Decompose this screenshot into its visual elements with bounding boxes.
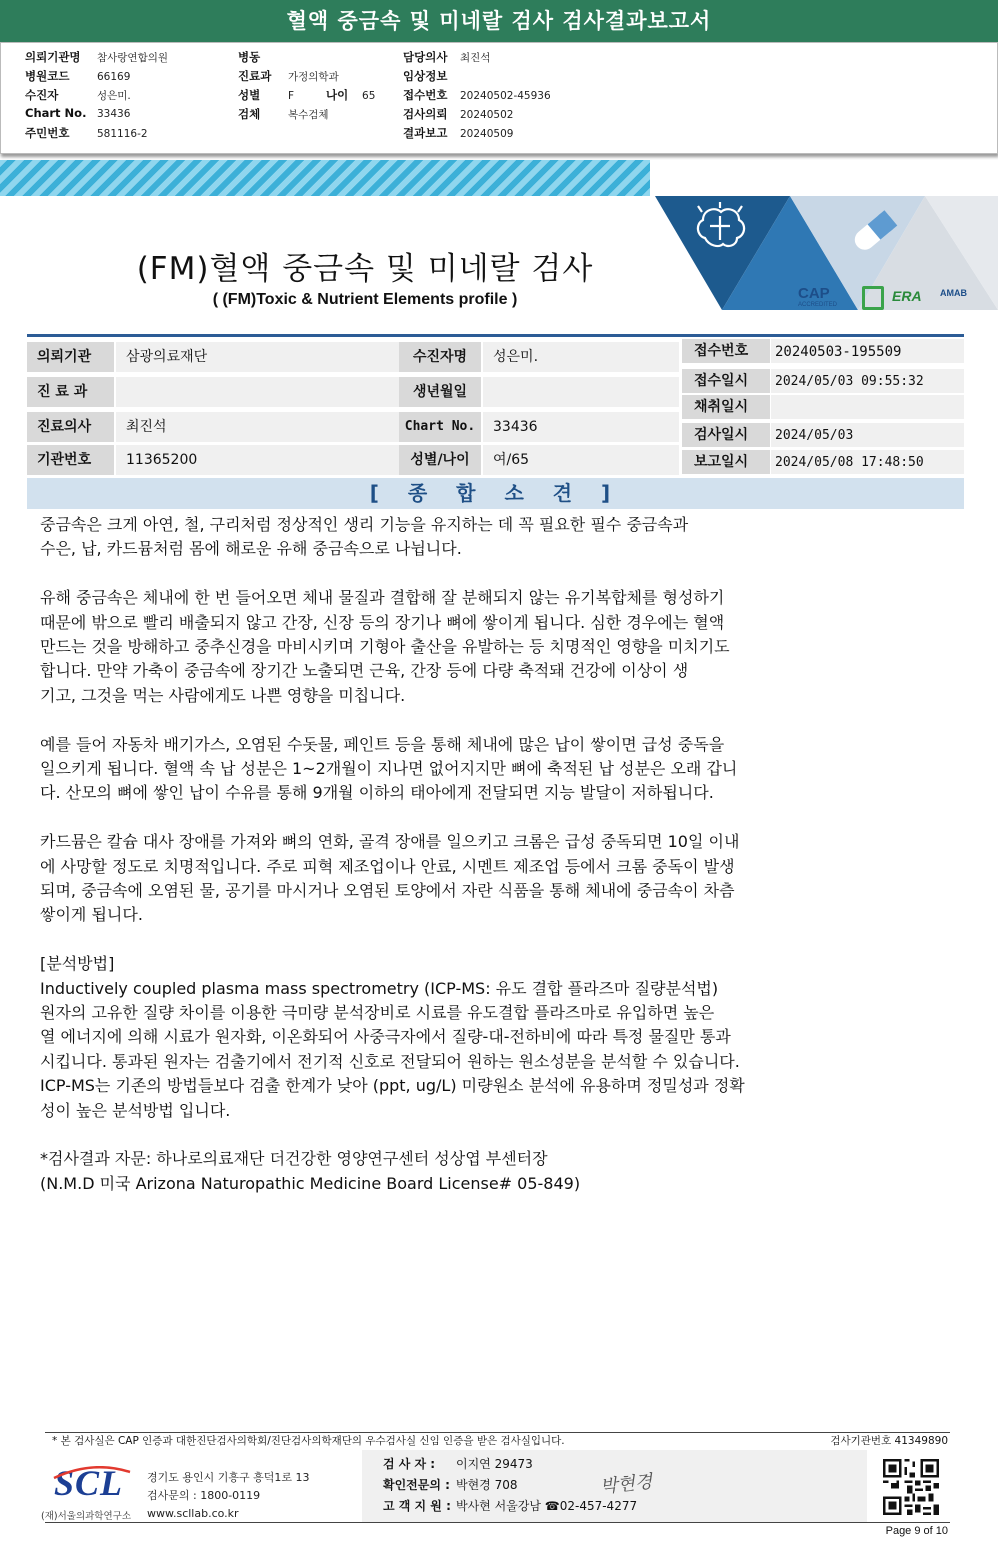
label-sex-age: 성별/나이 [399,445,481,475]
info-key: 수진자 [25,88,59,102]
era-logo: ERA [892,288,922,304]
value-department [116,377,399,407]
col1-row [25,49,168,68]
label-org-no: 기관번호 [27,445,114,475]
lm-logo [862,286,884,310]
value-sex-age: 여/65 [483,445,679,475]
info-value: 성은미. [97,90,131,102]
value-receipt-no: 20240503-195509 [771,339,964,363]
value-report-time: 2024/05/08 17:48:50 [771,450,964,474]
col1-row [25,87,168,106]
scl-swoosh-icon [52,1466,132,1480]
info-key: 임상정보 [403,69,448,83]
paragraph-advisor: *검사결과 자문: 하나로의료재단 더건강한 영양연구센터 성상엽 부센터장 (N.M.D 미국 Arizona Naturopathic Medicine Board License# 05-849) [40,1149,581,1193]
footer-accreditation-note: * 본 검사실은 CAP 인증과 대한진단검사의학회/진단검사의학재단의 우수검사실 신임 인증을 받은 검사실입니다. [52,1435,565,1447]
report-title: 혈액 중금속 및 미네랄 검사 검사결과보고서 [0,0,998,42]
scl-web[interactable]: www.scllab.co.kr [147,1507,239,1520]
info-key: 성별 [238,88,261,102]
info-value: 참사랑연합의원 [97,52,169,64]
info-key: 의뢰기관명 [25,50,81,64]
scl-address: 경기도 용인시 기흥구 흥덕1로 13 [147,1471,310,1484]
col3-row [403,125,551,144]
staff-list [383,1454,637,1517]
info-value: 20240502-45936 [460,90,551,102]
paragraph-method: [분석방법] Inductively coupled plasma mass spectrometry (ICP-MS: 유도 결합 플라즈마 질량분석법) 원자의 고유한 질량 차이를 이용한 극미량 분석장비로 시료를 유도결합 플라즈마로 유입하면 높은 열 에너지에 의해 시료가 원자화, 이온화되어 사중극자에서 질량-대-전하비에 따라 특정 물질만 통과 시킵니다. 통과된 원자는 검출기에서 전기적 신호로 전달되어 원하는 원소성분을 분석할 수 있습니다. ICP-MS는 기존의 방법들보다 검출 한계가 낮아 (ppt, ug/L) 미량원소 분석에 유용하며 정밀성과 정확 성이 높은 분석방법 입니다. [40,954,745,1120]
footer-divider [45,1432,950,1433]
col1-row [25,106,168,125]
info-key-age: 나이 [326,88,349,102]
summary-heading: [ 종 합 소 견 ] [27,478,964,509]
col2-row [238,49,375,68]
info-value: 33436 [97,108,131,120]
info-key: 병동 [238,50,261,64]
info-key: 병원코드 [25,69,70,83]
info-key: 진료과 [238,69,272,83]
col3-row [403,68,551,87]
info-value: 20240502 [460,109,514,121]
label-chart-no: Chart No. [399,412,481,442]
col3-row [403,49,551,68]
scl-org-name: (재)서울의과학연구소 [41,1511,132,1522]
label-patient-name: 수진자명 [399,342,481,372]
request-info-col3 [403,49,551,144]
label-requesting-org: 의뢰기관 [27,342,114,372]
info-key: Chart No. [25,106,87,120]
request-info-col1 [25,49,168,144]
col3-row [403,106,551,125]
value-test-time: 2024/05/03 [771,423,964,447]
value-physician: 최진석 [116,412,399,442]
value-org-no: 11365200 [116,445,399,475]
staff-customer-support: 고 객 지 원 : 박사현 서울강남 ☎02-457-4277 [383,1499,638,1513]
page-number: Page 9 of 10 [885,1525,948,1537]
info-value: 20240509 [460,128,514,140]
info-value: 581116-2 [97,128,148,140]
value-chart-no: 33436 [483,412,679,442]
label-report-time: 보고일시 [682,450,770,474]
info-key: 검체 [238,107,261,121]
scl-address-block [147,1469,310,1523]
col1-row [25,68,168,87]
label-birth-date: 생년월일 [399,377,481,407]
value-receipt-time: 2024/05/03 09:55:32 [771,369,964,393]
doctor-signature: 박현경 [599,1471,654,1498]
summary-body [40,513,920,1196]
paragraph-cadmium-chromium: 카드뮴은 칼슘 대사 장애를 가져와 뼈의 연화, 골격 장애를 일으키고 크롬은 급성 중독되면 10일 이내 에 사망할 정도로 치명적입니다. 주로 피혁 제조업이나 안료, 시멘트 제조업 등에서 크롬 중독이 발생 되며, 중금속에 오염된 물, 공기를 마시거나 오염된 토양에서 자란 식품을 통해 체내에 중금속이 차츰 쌓이게 됩니다. [40,832,740,925]
info-value: 가정의학과 [288,71,339,83]
info-value: F [288,90,295,102]
cap-logo: CAP ACCREDITED [798,285,838,308]
request-info-panel [0,42,998,154]
value-patient-name: 성은미. [483,342,679,372]
info-value-age: 65 [362,90,376,102]
request-info-col2 [238,49,375,125]
info-key: 접수번호 [403,88,448,102]
info-key: 검사의뢰 [403,107,448,121]
col2-row [238,68,375,87]
qr-code-icon [883,1459,939,1515]
scl-logo: SCL [54,1463,124,1503]
footer-institution-no: 검사기관번호 41349890 [830,1435,948,1447]
info-value: 최진석 [460,52,491,64]
col1-row [25,125,168,144]
info-key: 결과보고 [403,126,448,140]
col2-row [238,87,375,106]
staff-tester: 검 사 자 : 이지연 29473 [383,1457,533,1471]
info-key: 담당의사 [403,50,448,64]
test-subtitle: ( (FM)Toxic & Nutrient Elements profile ) [212,291,518,308]
col2-row [238,106,375,125]
value-collection-time [771,395,964,419]
amab-logo: AMAB [940,288,967,298]
label-receipt-no: 접수번호 [682,339,770,363]
label-department: 진 료 과 [27,377,114,407]
value-birth-date [483,377,679,407]
label-collection-time: 채취일시 [682,395,770,419]
staff-confirming-doctor: 확인전문의 : 박현경 708 [383,1478,518,1492]
col3-row [403,87,551,106]
info-value: 복수검체 [288,109,329,121]
paragraph-intro: 중금속은 크게 아연, 철, 구리처럼 정상적인 생리 기능을 유지하는 데 꼭 필요한 필수 중금속과 수은, 납, 카드뮴처럼 몸에 해로운 유해 중금속으로 나뉩니다. [40,515,689,559]
value-requesting-org: 삼광의료재단 [116,342,399,372]
test-title: (FM)혈액 중금속 및 미네랄 검사 [136,251,594,287]
label-test-time: 검사일시 [682,423,770,447]
scl-phone: 검사문의 : 1800-0119 [147,1489,261,1502]
paragraph-toxic-metals: 유해 중금속은 체내에 한 번 들어오면 체내 물질과 결합해 잘 분해되지 않는 유기복합체를 형성하기 때문에 밖으로 빨리 배출되지 않고 간장, 신장 등의 장기나 뼈에 쌓이게 됩니다. 심한 경우에는 혈액 만드는 것을 방해하고 중추신경을 마비시키며 기형아 출산을 유발하는 등 치명적인 영향을 미치기도 합니다. 만약 가축이 중금속에 장기간 노출되면 근육, 간장 등에 다량 축적돼 건강에 이상이 생 기고, 그것을 먹는 사람에게도 나쁜 영향을 미칩니다. [40,588,730,705]
info-value: 66169 [97,71,131,83]
patient-info-table [27,334,964,474]
info-key: 주민번호 [25,126,70,140]
label-physician: 진료의사 [27,412,114,442]
label-receipt-time: 접수일시 [682,369,770,393]
paragraph-lead: 예를 들어 자동차 배기가스, 오염된 수돗물, 페인트 등을 통해 체내에 많은 납이 쌓이면 급성 중독을 일으키게 됩니다. 혈액 속 납 성분은 1~2개월이 지나면 없어지지만 뼈에 축적된 납 성분은 오래 갑니 다. 산모의 뼈에 쌓인 납이 수유를 통해 9개월 이하의 태아에게 전달되면 지능 발달이 저하됩니다. [40,734,738,803]
